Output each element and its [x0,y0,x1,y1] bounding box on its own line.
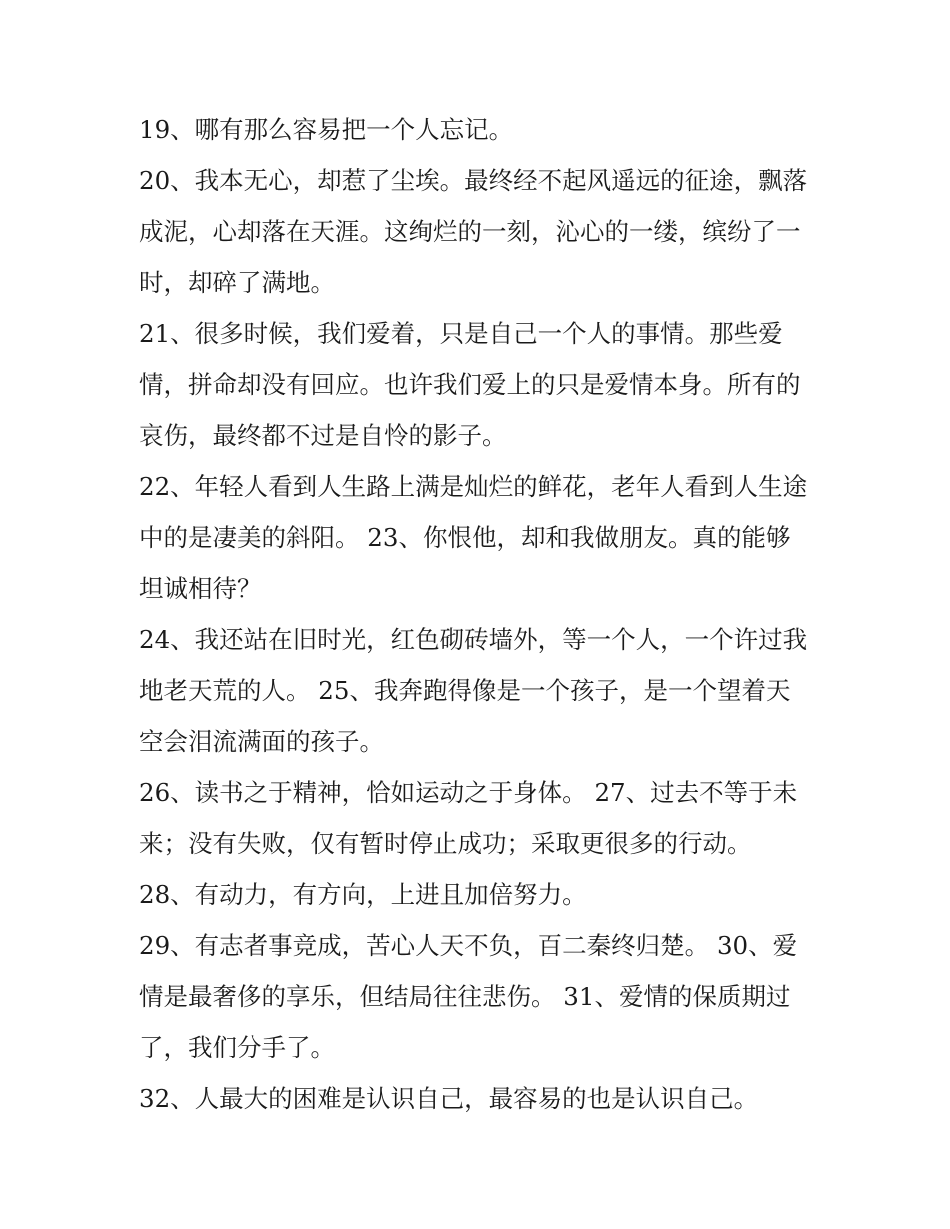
paragraph-29-31 [139,920,819,1073]
paragraph-24-25 [139,614,819,767]
text-line: 22、年轻人看到人生路上满是灿烂的鲜花，老年人看到人生途 [139,472,808,501]
paragraph-19 [139,104,819,155]
text-line: 来；没有失败，仅有暂时停止成功；采取更很多的行动。 [139,829,752,858]
text-line: 情，拼命却没有回应。也许我们爱上的只是爱情本身。所有的 [139,370,801,399]
text-line: 28、有动力，有方向，上进且加倍努力。 [139,880,587,909]
paragraph-21 [139,308,819,461]
paragraph-32 [139,1073,819,1124]
text-line: 哀伤，最终都不过是自怜的影子。 [139,421,507,450]
text-line: 地老天荒的人。 25、我奔跑得像是一个孩子，是一个望着天 [139,676,791,705]
text-line: 时，却碎了满地。 [139,268,335,297]
text-line: 29、有志者事竞成，苦心人天不负，百二秦终归楚。 30、爱 [139,931,798,960]
text-line: 20、我本无心，却惹了尘埃。最终经不起风遥远的征途，飘落 [139,166,808,195]
document-body [139,104,819,1124]
paragraph-28 [139,869,819,920]
text-line: 空会泪流满面的孩子。 [139,727,384,756]
text-line: 情是最奢侈的享乐，但结局往往悲伤。 31、爱情的保质期过 [139,982,791,1011]
text-line: 32、人最大的困难是认识自己，最容易的也是认识自己。 [139,1084,759,1113]
text-line: 成泥，心却落在天涯。这绚烂的一刻，沁心的一缕，缤纷了一 [139,217,801,246]
text-line: 坦诚相待？ [139,574,262,603]
paragraph-20 [139,155,819,308]
text-line: 21、很多时候，我们爱着，只是自己一个人的事情。那些爱 [139,319,783,348]
text-line: 26、读书之于精神，恰如运动之于身体。 27、过去不等于未 [139,778,798,807]
paragraph-22-23 [139,461,819,614]
text-line: 中的是凄美的斜阳。 23、你恨他，却和我做朋友。真的能够 [139,523,791,552]
text-line: 19、哪有那么容易把一个人忘记。 [139,115,514,144]
paragraph-26-27 [139,767,819,869]
text-line: 了，我们分手了。 [139,1033,335,1062]
text-line: 24、我还站在旧时光，红色砌砖墙外，等一个人，一个许过我 [139,625,808,654]
